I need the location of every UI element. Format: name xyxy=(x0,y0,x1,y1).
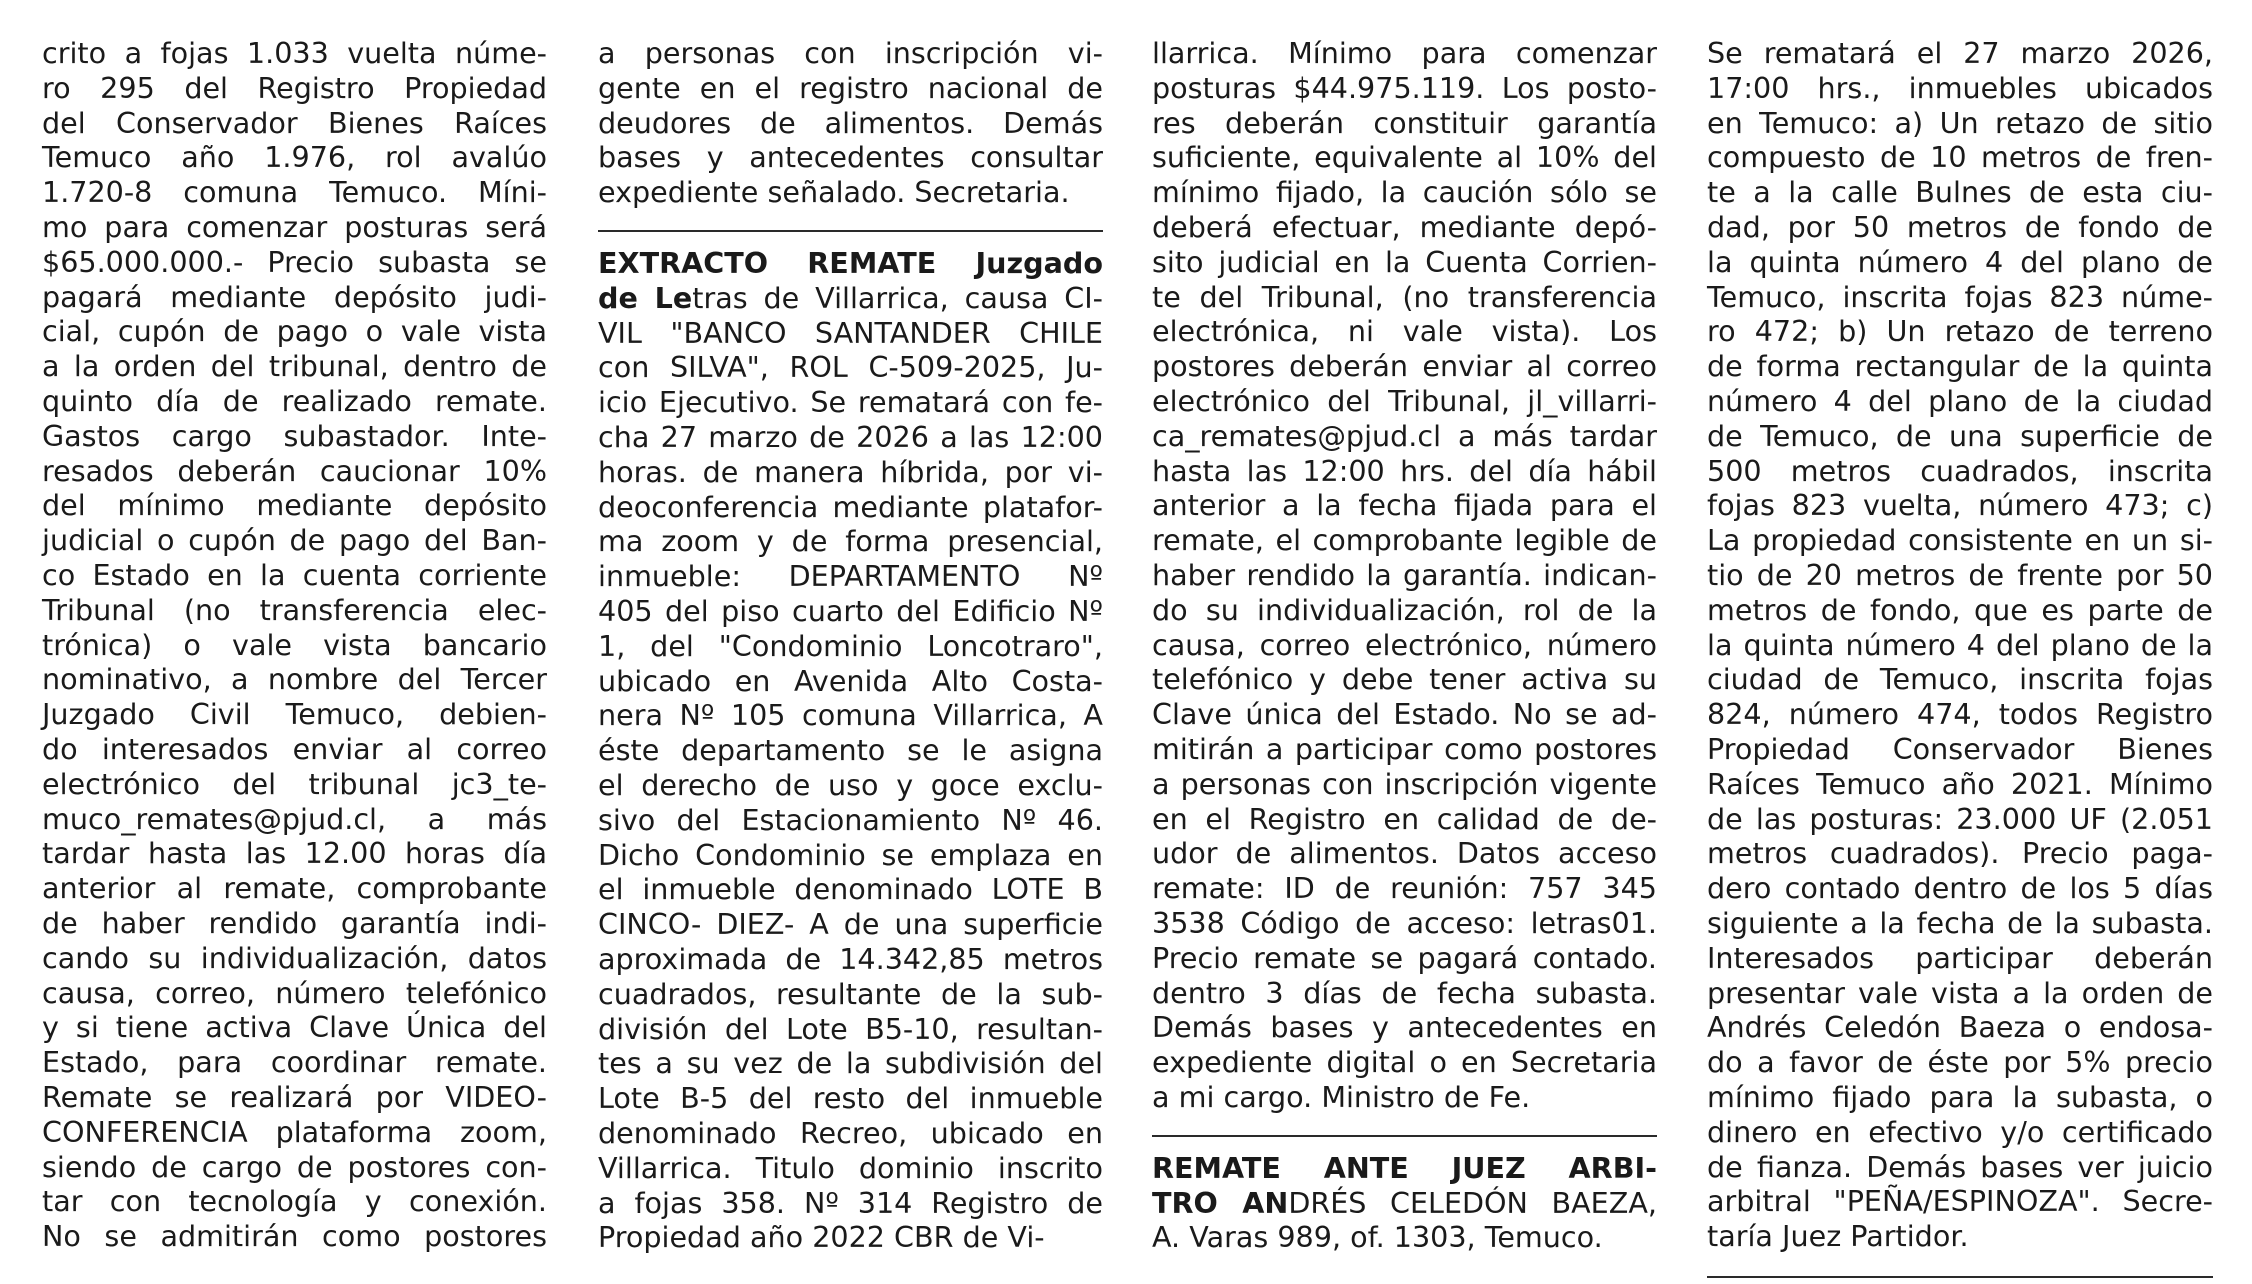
notice-text-line: de forma rectangular de la quinta xyxy=(1707,349,2213,384)
notice-text-line: metros cuadrados). Precio paga- xyxy=(1707,836,2213,871)
notice-text-line: tar con tecnología y conexión. xyxy=(42,1184,547,1219)
notice-heading-line xyxy=(1152,1151,1657,1186)
notice-text-line: de fianza. Demás bases ver juicio xyxy=(1707,1149,2213,1184)
notice-heading-rest: DRÉS CELEDÓN BAEZA, xyxy=(1288,1185,1657,1220)
notice-text-line: siguiente a la fecha de la subasta. xyxy=(1707,905,2213,940)
notice-text-line: a personas con inscripción vigente xyxy=(1152,766,1657,801)
notice-text-line: 17:00 hrs., inmuebles ubicados xyxy=(1707,70,2213,105)
notice-text-line: anterior al remate, comprobante xyxy=(42,871,547,906)
notice-text-line: expediente digital o en Secretaria xyxy=(1152,1045,1657,1080)
notice-text-line: metros de fondo, que es parte de xyxy=(1707,592,2213,627)
notice-text-line: Temuco año 1.976, rol avalúo xyxy=(42,140,547,175)
notice-text-line: nera Nº 105 comuna Villarrica, A xyxy=(598,698,1103,733)
notice-heading-title: EXTRACTO REMATE Juzgado xyxy=(598,245,1103,280)
notice-text-line: horas. de manera híbrida, por vi- xyxy=(598,454,1103,489)
notice-text-line: a la orden del tribunal, dentro de xyxy=(42,349,547,384)
notice-text-line: Propiedad año 2022 CBR de Vi- xyxy=(598,1220,1045,1255)
notice-text-line: causa, correo, número telefónico xyxy=(42,975,547,1010)
notice-text-line: bases y antecedentes consultar xyxy=(598,140,1103,175)
notice-text-line: la quinta número 4 del plano de la xyxy=(1707,627,2213,662)
notice-text-line: el derecho de uso y goce exclu- xyxy=(598,767,1103,802)
notice-text-line: presentar vale vista a la orden de xyxy=(1707,975,2213,1010)
notice-text-line: A. Varas 989, of. 1303, Temuco. xyxy=(1152,1220,1603,1255)
notice-text-line: 405 del piso cuarto del Edificio Nº xyxy=(598,593,1103,628)
notice-text-line: No se admitirán como postores xyxy=(42,1219,547,1254)
notice-text-line: posturas $44.975.119. Los posto- xyxy=(1152,70,1657,105)
notice-text-line: telefónico y debe tener activa su xyxy=(1152,662,1657,697)
notice-text-line: tio de 20 metros de frente por 50 xyxy=(1707,557,2213,592)
notice-text-line: mínimo fijado para la subasta, o xyxy=(1707,1079,2213,1114)
notice-text-line: Interesados participar deberán xyxy=(1707,940,2213,975)
notice-text-line: suficiente, equivalente al 10% del xyxy=(1152,140,1657,175)
notice-text-line: 1.720-8 comuna Temuco. Míni- xyxy=(42,175,547,210)
notice-text-line: crito a fojas 1.033 vuelta núme- xyxy=(42,36,547,70)
notice-text-line: res deberán constituir garantía xyxy=(1152,105,1657,140)
notice-divider-rule xyxy=(1707,1276,2213,1278)
notice-text-line: Estado, para coordinar remate. xyxy=(42,1045,547,1080)
notice-text-line: La propiedad consistente en un si- xyxy=(1707,523,2213,558)
notice-text-line: anterior a la fecha fijada para el xyxy=(1152,488,1657,523)
notice-text-line: arbitral "PEÑA/ESPINOZA". Secre- xyxy=(1707,1184,2213,1219)
notice-text-line: causa, correo electrónico, número xyxy=(1152,627,1657,662)
notice-text-line: 824, número 474, todos Registro xyxy=(1707,697,2213,732)
notice-text-line: judicial o cupón de pago del Ban- xyxy=(42,523,547,558)
notice-text-line: CONFERENCIA plataforma zoom, xyxy=(42,1114,547,1149)
notice-text-line: dad, por 50 metros de fondo de xyxy=(1707,209,2213,244)
notice-text-line: Precio remate se pagará contado. xyxy=(1152,940,1657,975)
notice-text-line: dentro 3 días de fecha subasta. xyxy=(1152,975,1657,1010)
notice-text-line: mo para comenzar posturas será xyxy=(42,209,547,244)
notice-text-line: haber rendido la garantía. indican- xyxy=(1152,557,1657,592)
notice-text-line: electrónica, ni vale vista). Los xyxy=(1152,314,1657,349)
notice-text-line: número 4 del plano de la ciudad xyxy=(1707,383,2213,418)
notice-text-line: te a la calle Bulnes de esta ciu- xyxy=(1707,175,2213,210)
notice-text-line: cuadrados, resultante de la sub- xyxy=(598,976,1103,1011)
notice-text-line: do su individualización, rol de la xyxy=(1152,592,1657,627)
notice-text-line: del mínimo mediante depósito xyxy=(42,488,547,523)
notice-text-line: dero contado dentro de los 5 días xyxy=(1707,871,2213,906)
notice-text-line: remate: ID de reunión: 757 345 xyxy=(1152,871,1657,906)
notice-text-line: Se rematará el 27 marzo 2026, xyxy=(1707,36,2213,70)
notice-text-line: pagará mediante depósito judi- xyxy=(42,279,547,314)
notice-text-line: llarrica. Mínimo para comenzar xyxy=(1152,36,1657,70)
notice-heading-line xyxy=(598,246,1103,281)
notice-text-line: postores deberán enviar al correo xyxy=(1152,349,1657,384)
notice-text-line: Dicho Condominio se emplaza en xyxy=(598,837,1103,872)
notice-heading-title-continued: TRO AN xyxy=(1152,1185,1289,1220)
notice-text-line: hasta las 12:00 hrs. del día hábil xyxy=(1152,453,1657,488)
notice-text-line: con SILVA", ROL C-509-2025, Ju- xyxy=(598,350,1103,385)
notice-text-line: la quinta número 4 del plano de xyxy=(1707,244,2213,279)
notice-text-line: aproximada de 14.342,85 metros xyxy=(598,941,1103,976)
notice-text-line: nominativo, a nombre del Tercer xyxy=(42,662,547,697)
notice-text-line: trónica) o vale vista bancario xyxy=(42,627,547,662)
notice-text-line: Clave única del Estado. No se ad- xyxy=(1152,697,1657,732)
notice-text-line: ciudad de Temuco, inscrita fojas xyxy=(1707,662,2213,697)
notice-text-line: denominado Recreo, ubicado en xyxy=(598,1115,1103,1150)
notice-text-line: $65.000.000.- Precio subasta se xyxy=(42,244,547,279)
notice-text-line: ma zoom y de forma presencial, xyxy=(598,524,1103,559)
notice-text-line: co Estado en la cuenta corriente xyxy=(42,557,547,592)
notice-text-line: sito judicial en la Cuenta Corrien- xyxy=(1152,244,1657,279)
column-3 xyxy=(1152,36,1657,1255)
notice-text-line: fojas 823 vuelta, número 473; c) xyxy=(1707,488,2213,523)
notice-text-line: 3538 Código de acceso: letras01. xyxy=(1152,905,1657,940)
notice-text-line: electrónico del Tribunal, jl_villarri- xyxy=(1152,383,1657,418)
notice-text-line: 1, del "Condominio Loncotraro", xyxy=(598,628,1103,663)
notice-text-line: ro 472; b) Un retazo de terreno xyxy=(1707,314,2213,349)
notice-text-line: en Temuco: a) Un retazo de sitio xyxy=(1707,105,2213,140)
notice-text-line: a fojas 358. Nº 314 Registro de xyxy=(598,1185,1103,1220)
notice-text-line: a personas con inscripción vi- xyxy=(598,36,1103,70)
notice-text-line: resados deberán caucionar 10% xyxy=(42,453,547,488)
notice-text-line: Juzgado Civil Temuco, debien- xyxy=(42,697,547,732)
notice-text-line: siendo de cargo de postores con- xyxy=(42,1149,547,1184)
notice-text-line: ro 295 del Registro Propiedad xyxy=(42,70,547,105)
notice-text-line: éste departamento se le asigna xyxy=(598,733,1103,768)
notice-text-line: deberá efectuar, mediante depó- xyxy=(1152,209,1657,244)
notice-text-line: cando su individualización, datos xyxy=(42,940,547,975)
notice-text-line: compuesto de 10 metros de fren- xyxy=(1707,140,2213,175)
notice-text-line: del Conservador Bienes Raíces xyxy=(42,105,547,140)
notice-text-line: expediente señalado. Secretaria. xyxy=(598,175,1070,210)
notice-text-line: en el Registro en calidad de de- xyxy=(1152,801,1657,836)
notice-text-line: icio Ejecutivo. Se rematará con fe- xyxy=(598,385,1103,420)
notice-text-line: el inmueble denominado LOTE B xyxy=(598,872,1103,907)
notice-text-line: deudores de alimentos. Demás xyxy=(598,105,1103,140)
notice-text-line: do a favor de éste por 5% precio xyxy=(1707,1045,2213,1080)
notice-text-line: Andrés Celedón Baeza o endosa- xyxy=(1707,1010,2213,1045)
notice-text-line: remate, el comprobante legible de xyxy=(1152,523,1657,558)
notice-text-line: de las posturas: 23.000 UF (2.051 xyxy=(1707,801,2213,836)
notice-text-line: ubicado en Avenida Alto Costa- xyxy=(598,663,1103,698)
notice-text-line: te del Tribunal, (no transferencia xyxy=(1152,279,1657,314)
notice-heading-line xyxy=(598,281,1103,316)
notice-divider-rule xyxy=(1152,1135,1657,1137)
notice-text-line: de Temuco, de una superficie de xyxy=(1707,418,2213,453)
notice-text-line: dinero en efectivo y/o certificado xyxy=(1707,1114,2213,1149)
notice-text-line: sivo del Estacionamiento Nº 46. xyxy=(598,802,1103,837)
notice-text-line: cha 27 marzo de 2026 a las 12:00 xyxy=(598,419,1103,454)
notice-text-line: tardar hasta las 12.00 horas día xyxy=(42,836,547,871)
notice-text-line: VIL "BANCO SANTANDER CHILE xyxy=(598,315,1103,350)
notice-text-line: Villarrica. Titulo dominio inscrito xyxy=(598,1150,1103,1185)
notice-text-line: a mi cargo. Ministro de Fe. xyxy=(1152,1079,1531,1114)
notice-text-line: quinto día de realizado remate. xyxy=(42,383,547,418)
notice-text-line: inmueble: DEPARTAMENTO Nº xyxy=(598,559,1103,594)
notice-text-line: 500 metros cuadrados, inscrita xyxy=(1707,453,2213,488)
notice-text-line: tes a su vez de la subdivisión del xyxy=(598,1046,1103,1081)
notice-text-line: y si tiene activa Clave Única del xyxy=(42,1010,547,1045)
column-1 xyxy=(42,36,547,1254)
notice-heading-line xyxy=(1152,1186,1657,1221)
notice-text-line: Temuco, inscrita fojas 823 núme- xyxy=(1707,279,2213,314)
notice-text-line: muco_remates@pjud.cl, a más xyxy=(42,801,547,836)
column-4 xyxy=(1707,36,2213,1278)
notice-text-line: Gastos cargo subastador. Inte- xyxy=(42,418,547,453)
notice-text-line: Propiedad Conservador Bienes xyxy=(1707,731,2213,766)
notice-text-line: división del Lote B5-10, resultan- xyxy=(598,1011,1103,1046)
notice-heading-rest: tras de Villarrica, causa CI- xyxy=(692,280,1103,315)
notice-heading-title: REMATE ANTE JUEZ ARBI- xyxy=(1152,1150,1657,1185)
notice-text-line: mínimo fijado, la caución sólo se xyxy=(1152,175,1657,210)
notice-text-line: Demás bases y antecedentes en xyxy=(1152,1010,1657,1045)
notice-text-line: deoconferencia mediante platafor- xyxy=(598,489,1103,524)
notice-text-line: do interesados enviar al correo xyxy=(42,731,547,766)
column-2 xyxy=(598,36,1103,1255)
notice-text-line: taría Juez Partidor. xyxy=(1707,1219,1969,1254)
notice-text-line: Remate se realizará por VIDEO- xyxy=(42,1079,547,1114)
notice-text-line: Lote B-5 del resto del inmueble xyxy=(598,1081,1103,1116)
notice-text-line: mitirán a participar como postores xyxy=(1152,731,1657,766)
notice-text-line: CINCO- DIEZ- A de una superficie xyxy=(598,907,1103,942)
notice-text-line: electrónico del tribunal jc3_te- xyxy=(42,766,547,801)
notice-text-line: de haber rendido garantía indi- xyxy=(42,905,547,940)
notice-heading-title-continued: de Le xyxy=(598,280,693,315)
notice-text-line: ca_remates@pjud.cl a más tardar xyxy=(1152,418,1657,453)
notice-text-line: cial, cupón de pago o vale vista xyxy=(42,314,547,349)
notice-text-line: gente en el registro nacional de xyxy=(598,70,1103,105)
notice-text-line: Raíces Temuco año 2021. Mínimo xyxy=(1707,766,2213,801)
notice-divider-rule xyxy=(598,230,1103,232)
notice-text-line: udor de alimentos. Datos acceso xyxy=(1152,836,1657,871)
notice-text-line: Tribunal (no transferencia elec- xyxy=(42,592,547,627)
